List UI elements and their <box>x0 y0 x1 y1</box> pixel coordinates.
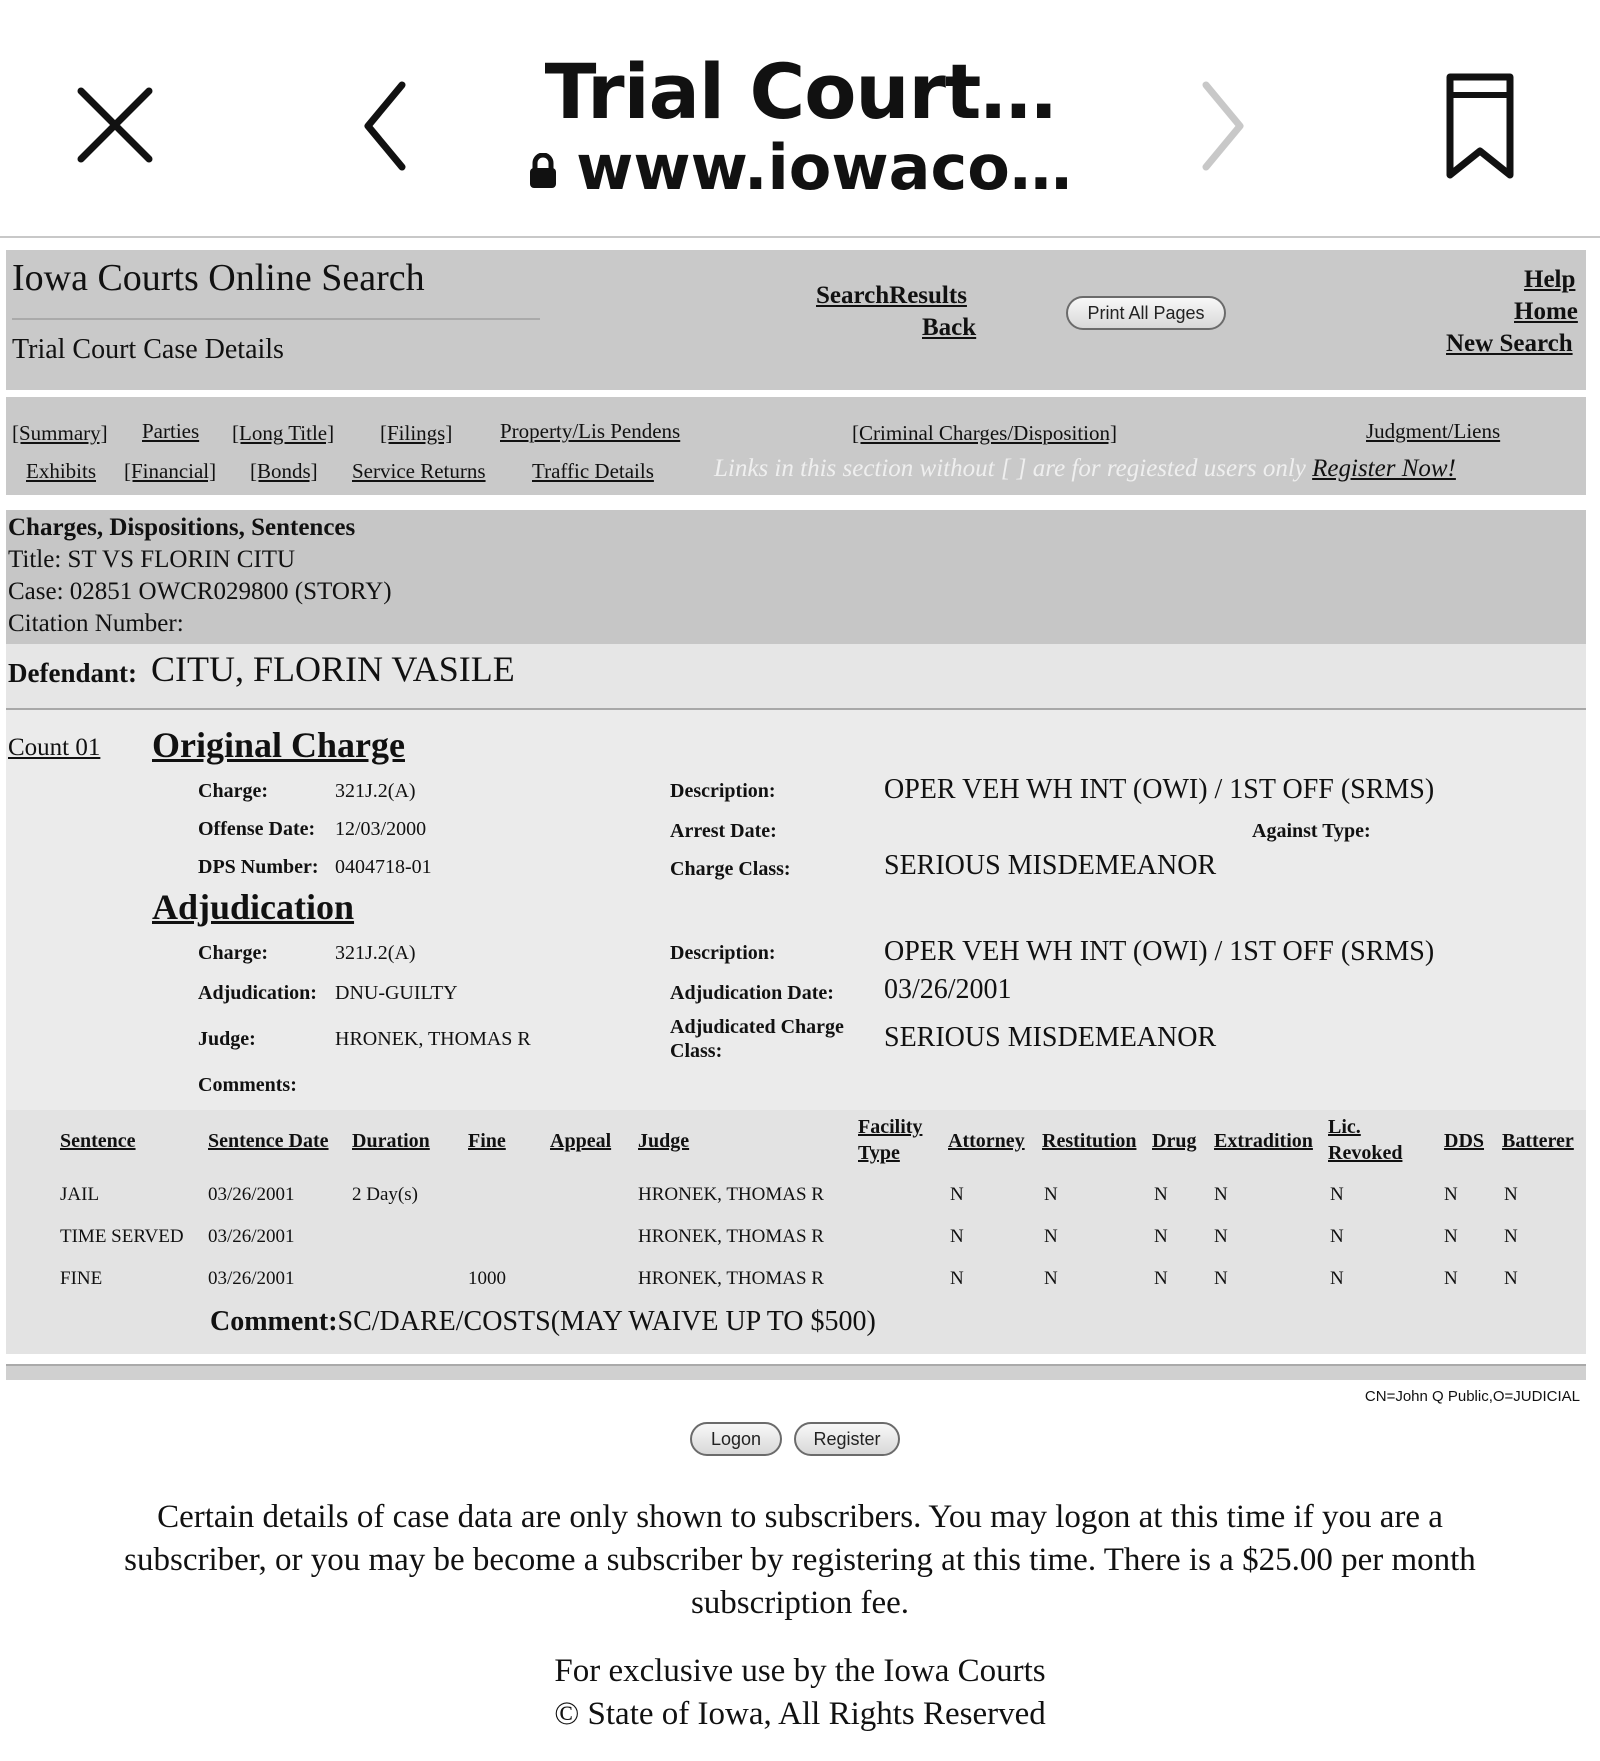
cell-dds: N <box>1444 1268 1458 1289</box>
judge-value: HRONEK, THOMAS R <box>335 1028 531 1050</box>
notice-line-2: subscriber, or you may be become a subscriber by registering at this time. There is a $25.00 per month <box>124 1542 1476 1578</box>
charge-class-value: SERIOUS MISDEMEANOR <box>884 850 1217 881</box>
copyright-block <box>40 1650 1560 1736</box>
defendant-name: CITU, FLORIN VASILE <box>151 649 515 689</box>
cell-judge: HRONEK, THOMAS R <box>638 1184 824 1205</box>
cell-drug: N <box>1154 1268 1168 1289</box>
description-value: OPER VEH WH INT (OWI) / 1ST OFF (SRMS) <box>884 774 1435 805</box>
nav-property-link[interactable]: Property/Lis Pendens <box>500 419 681 443</box>
cell-restitution: N <box>1044 1226 1058 1247</box>
charge-value: 321J.2(A) <box>335 780 416 802</box>
col-attorney[interactable]: Attorney <box>948 1130 1025 1152</box>
count-details <box>6 710 1586 1110</box>
cell-batterer: N <box>1504 1268 1518 1289</box>
cell-duration: 2 Day(s) <box>352 1184 418 1205</box>
cell-restitution: N <box>1044 1268 1058 1289</box>
cell-lic-revoked: N <box>1330 1184 1344 1205</box>
sentence-comment <box>210 1306 876 1338</box>
case-title: Title: ST VS FLORIN CITU <box>8 546 296 573</box>
lock-icon <box>528 132 558 204</box>
cell-drug: N <box>1154 1226 1168 1247</box>
nav-parties-link[interactable]: Parties <box>142 419 200 443</box>
copyright-text: © State of Iowa, All Rights Reserved <box>554 1696 1046 1732</box>
col-sentence[interactable]: Sentence <box>60 1130 136 1152</box>
nav-judgment-link[interactable]: Judgment/Liens <box>1366 419 1501 443</box>
nav-long-title-link[interactable]: [Long Title] <box>232 421 335 445</box>
offense-date-label: Offense Date: <box>198 818 316 840</box>
close-icon[interactable] <box>70 80 160 170</box>
col-extradition[interactable]: Extradition <box>1214 1130 1313 1152</box>
site-title: Iowa Courts Online Search <box>12 257 425 299</box>
col-appeal[interactable]: Appeal <box>550 1130 612 1152</box>
browser-toolbar <box>0 0 1600 238</box>
subscriber-notice <box>40 1496 1560 1625</box>
cell-batterer: N <box>1504 1226 1518 1247</box>
print-all-pages-button[interactable]: Print All Pages <box>1066 296 1226 330</box>
charge-label: Charge: <box>198 780 268 802</box>
note-text: Links in this section without [ ] are for regiested users only <box>714 455 1306 482</box>
back-link[interactable]: Back <box>922 314 977 341</box>
judge-label: Judge: <box>198 1028 256 1050</box>
nav-criminal-charges-link[interactable]: [Criminal Charges/Disposition] <box>852 421 1118 445</box>
page-title: Trial Court… <box>544 47 1056 136</box>
defendant-label: Defendant: <box>8 658 137 688</box>
cell-sentence-date: 03/26/2001 <box>208 1268 295 1289</box>
col-lic-revoked[interactable]: Lic. Revoked <box>1328 1116 1403 1164</box>
dps-number-value: 0404718-01 <box>335 856 432 878</box>
nav-bonds-link[interactable]: [Bonds] <box>250 459 318 483</box>
adj-description-label: Description: <box>670 942 776 964</box>
cell-attorney: N <box>950 1268 964 1289</box>
nav-financial-link[interactable]: [Financial] <box>124 459 217 483</box>
cell-attorney: N <box>950 1184 964 1205</box>
nav-service-returns-link[interactable]: Service Returns <box>352 459 486 483</box>
cell-sentence: TIME SERVED <box>60 1226 184 1247</box>
dps-number-label: DPS Number: <box>198 856 319 878</box>
cell-lic-revoked: N <box>1330 1268 1344 1289</box>
col-duration[interactable]: Duration <box>352 1130 430 1152</box>
adjudication-heading: Adjudication <box>152 887 355 927</box>
col-dds[interactable]: DDS <box>1444 1130 1485 1152</box>
cell-judge: HRONEK, THOMAS R <box>638 1268 824 1289</box>
cell-sentence-date: 03/26/2001 <box>208 1226 295 1247</box>
cell-fine: 1000 <box>468 1268 506 1289</box>
home-link[interactable]: Home <box>1514 298 1578 325</box>
case-number: Case: 02851 OWCR029800 (STORY) <box>8 578 392 605</box>
col-batterer[interactable]: Batterer <box>1502 1130 1574 1152</box>
cell-sentence-date: 03/26/2001 <box>208 1184 295 1205</box>
col-sentence-date[interactable]: Sentence Date <box>208 1130 329 1152</box>
site-subtitle: Trial Court Case Details <box>12 334 284 365</box>
col-fine[interactable]: Fine <box>468 1130 506 1152</box>
url-text: www.iowaco… <box>576 131 1072 204</box>
new-search-link[interactable]: New Search <box>1446 330 1573 357</box>
header-divider <box>12 318 540 320</box>
back-arrow-icon[interactable] <box>350 78 420 174</box>
comments-label: Comments: <box>198 1074 297 1096</box>
against-type-label: Against Type: <box>1252 820 1371 842</box>
col-restitution[interactable]: Restitution <box>1042 1130 1137 1152</box>
cell-batterer: N <box>1504 1184 1518 1205</box>
col-judge[interactable]: Judge <box>638 1130 690 1152</box>
nav-filings-link[interactable]: [Filings] <box>380 421 453 445</box>
logon-button[interactable]: Logon <box>690 1422 782 1456</box>
nav-summary-link[interactable]: [Summary] <box>12 421 108 445</box>
site-header <box>6 250 1586 390</box>
cell-attorney: N <box>950 1226 964 1247</box>
section-separator <box>6 1364 1586 1380</box>
register-button[interactable]: Register <box>794 1422 900 1456</box>
cell-lic-revoked: N <box>1330 1226 1344 1247</box>
cell-dds: N <box>1444 1184 1458 1205</box>
description-label: Description: <box>670 780 776 802</box>
notice-line-3: subscription fee. <box>690 1585 910 1621</box>
nav-traffic-details-link[interactable]: Traffic Details <box>532 459 654 483</box>
cell-restitution: N <box>1044 1184 1058 1205</box>
forward-arrow-icon[interactable] <box>1188 78 1258 174</box>
arrest-date-label: Arrest Date: <box>670 820 777 842</box>
exclusive-use-text: For exclusive use by the Iowa Courts <box>554 1653 1046 1689</box>
case-info <box>6 510 1586 644</box>
cell-sentence: JAIL <box>60 1184 100 1205</box>
cell-extradition: N <box>1214 1268 1228 1289</box>
offense-date-value: 12/03/2000 <box>335 818 427 840</box>
original-charge-heading: Original Charge <box>152 725 405 765</box>
section-heading: Charges, Dispositions, Sentences <box>8 514 356 541</box>
cell-judge: HRONEK, THOMAS R <box>638 1226 824 1247</box>
defendant-row <box>6 644 1586 710</box>
registered-users-note <box>714 455 1456 483</box>
adjudicated-class-label-2: Class: <box>670 1040 723 1062</box>
cell-extradition: N <box>1214 1226 1228 1247</box>
adjudication-date-label: Adjudication Date: <box>670 982 834 1004</box>
case-navigation <box>6 397 1586 495</box>
search-results-link[interactable]: SearchResults <box>816 282 967 309</box>
charge-class-label: Charge Class: <box>670 858 791 880</box>
citation-number: Citation Number: <box>8 610 184 637</box>
register-now-link[interactable]: Register Now! <box>1312 455 1456 482</box>
sentence-table <box>6 1110 1586 1354</box>
adjudication-label: Adjudication: <box>198 982 317 1004</box>
cell-drug: N <box>1154 1184 1168 1205</box>
comment-label: Comment: <box>210 1306 338 1337</box>
bookmark-icon[interactable] <box>1440 70 1520 182</box>
col-drug[interactable]: Drug <box>1152 1130 1197 1152</box>
cell-dds: N <box>1444 1226 1458 1247</box>
adjudicated-class-value: SERIOUS MISDEMEANOR <box>884 1022 1217 1053</box>
adjudication-date-value: 03/26/2001 <box>884 974 1012 1005</box>
adj-charge-label: Charge: <box>198 942 268 964</box>
address-bar[interactable] <box>500 132 1100 204</box>
cell-extradition: N <box>1214 1184 1228 1205</box>
cell-sentence: FINE <box>60 1268 103 1289</box>
nav-exhibits-link[interactable]: Exhibits <box>26 459 97 483</box>
adj-charge-value: 321J.2(A) <box>335 942 416 964</box>
adjudication-value: DNU-GUILTY <box>335 982 458 1004</box>
count-link[interactable]: Count 01 <box>8 734 101 761</box>
col-facility-type[interactable]: Facility Type <box>858 1116 923 1164</box>
help-link[interactable]: Help <box>1524 266 1576 293</box>
user-credential: CN=John Q Public,O=JUDICIAL <box>1364 1388 1580 1405</box>
adjudicated-class-label: Adjudicated Charge <box>670 1016 844 1038</box>
comment-text: SC/DARE/COSTS(MAY WAIVE UP TO $500) <box>337 1306 876 1337</box>
adj-description-value: OPER VEH WH INT (OWI) / 1ST OFF (SRMS) <box>884 936 1435 967</box>
notice-line-1: Certain details of case data are only shown to subscribers. You may logon at this time if you are a <box>157 1499 1443 1535</box>
